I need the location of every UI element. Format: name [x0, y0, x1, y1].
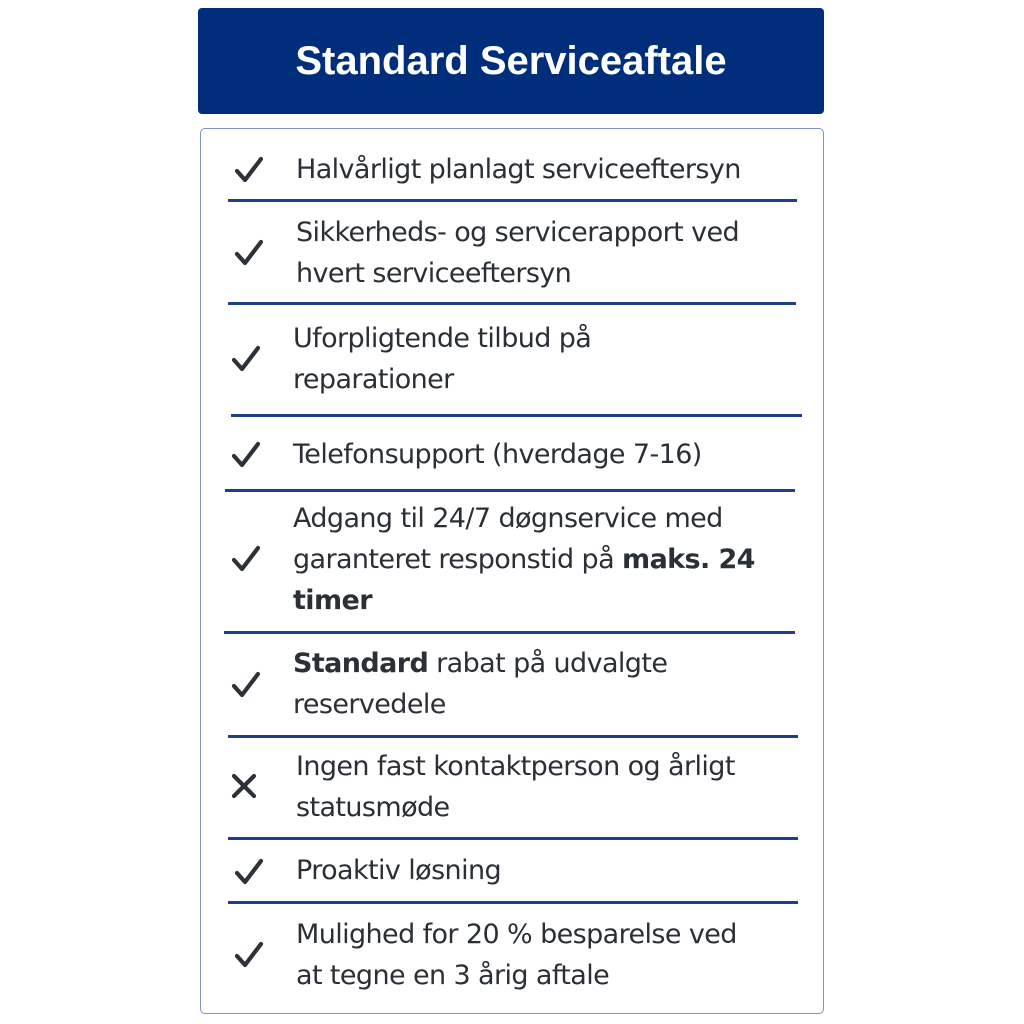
feature-text: Uforpligtende tilbud på reparationer: [293, 323, 592, 395]
feature-text: Telefonsupport (hverdage 7-16): [293, 439, 702, 470]
check-icon: [232, 938, 266, 972]
check-icon: [232, 855, 266, 889]
feature-text: Sikkerheds- og servicerapport ved hvert serviceeftersyn: [296, 217, 740, 289]
divider: [228, 199, 797, 202]
check-icon: [229, 342, 263, 376]
feature-text: Halvårligt planlagt serviceeftersyn: [296, 154, 741, 185]
feature-text: Ingen fast kontaktperson og årligt statusmøde: [296, 751, 735, 823]
feature-text: Adgang til 24/7 døgnservice med garanteret responstid på maks. 24 timer: [293, 503, 755, 616]
plan-title: Standard Serviceaftale: [295, 38, 727, 83]
check-icon: [229, 668, 263, 702]
check-icon: [229, 542, 263, 576]
plan-header: [198, 8, 824, 114]
divider: [228, 901, 798, 904]
divider: [228, 735, 798, 738]
divider: [225, 489, 795, 492]
divider: [228, 302, 796, 305]
check-icon: [232, 153, 266, 187]
feature-text: Standard rabat på udvalgte reservedele: [293, 648, 668, 720]
close-icon: [227, 769, 261, 803]
feature-text: Mulighed for 20 % besparelse ved at tegne en 3 årig aftale: [296, 919, 737, 991]
divider: [228, 837, 798, 840]
feature-text: Proaktiv løsning: [296, 855, 502, 886]
check-icon: [229, 438, 263, 472]
check-icon: [232, 236, 266, 270]
divider: [231, 414, 802, 417]
divider: [224, 631, 795, 634]
